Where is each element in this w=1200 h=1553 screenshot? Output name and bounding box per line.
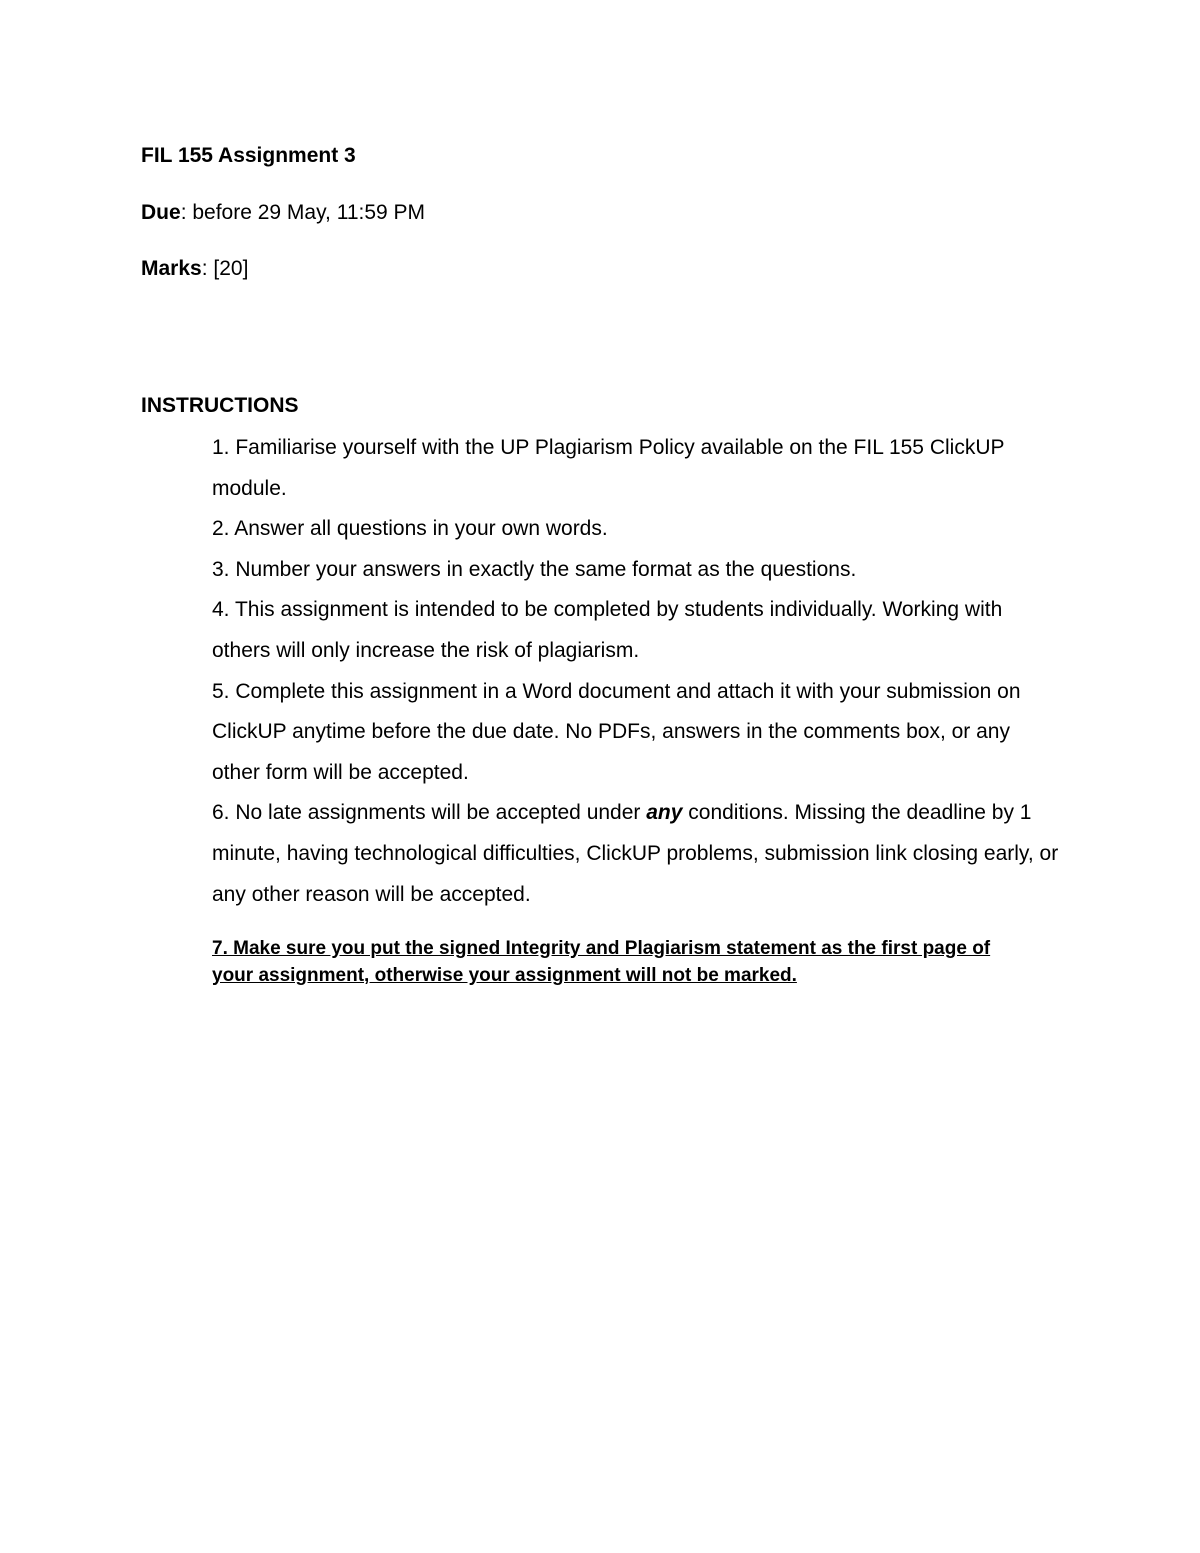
instruction-item-5: 5. Complete this assignment in a Word document and attach it with your submission on ClickUP anytime before the due date. No PDFs, answers in the comments box, or any other form will be accepted. bbox=[212, 679, 1021, 784]
instruction-item-6-emphasis: any bbox=[646, 801, 683, 825]
instruction-item-6 bbox=[212, 793, 1062, 915]
due-label: Due bbox=[141, 201, 181, 224]
due-value: before 29 May, 11:59 PM bbox=[192, 201, 426, 224]
instruction-item-4: 4. This assignment is intended to be completed by students individually. Working with others will only increase the risk of plagiarism. bbox=[212, 598, 1003, 662]
instruction-item-6-start: 6. No late assignments will be accepted under bbox=[212, 801, 647, 825]
marks-value: [20] bbox=[213, 257, 249, 280]
due-line bbox=[141, 199, 425, 227]
integrity-notice: 7. Make sure you put the signed Integrity and Plagiarism statement as the first page of your assignment, otherwise your assignment will not be marked. bbox=[212, 938, 991, 986]
marks-line bbox=[141, 255, 248, 283]
marks-label: Marks bbox=[141, 257, 202, 280]
assignment-title: FIL 155 Assignment 3 bbox=[141, 144, 356, 167]
instruction-item-6-end: conditions. Missing the deadline by 1 minute, having technological difficulties, ClickUP problems, submission link closing early, or any other reason will be accepted. bbox=[212, 801, 1059, 906]
instruction-item-2: 2. Answer all questions in your own words. bbox=[212, 517, 608, 541]
instructions-list bbox=[212, 428, 1062, 915]
instructions-heading: INSTRUCTIONS bbox=[141, 394, 299, 417]
instruction-item-3: 3. Number your answers in exactly the same format as the questions. bbox=[212, 557, 857, 581]
marks-separator: : bbox=[201, 257, 214, 280]
instruction-item-1: 1. Familiarise yourself with the UP Plagiarism Policy available on the FIL 155 ClickUP module. bbox=[212, 436, 1005, 500]
due-separator: : bbox=[180, 201, 193, 224]
